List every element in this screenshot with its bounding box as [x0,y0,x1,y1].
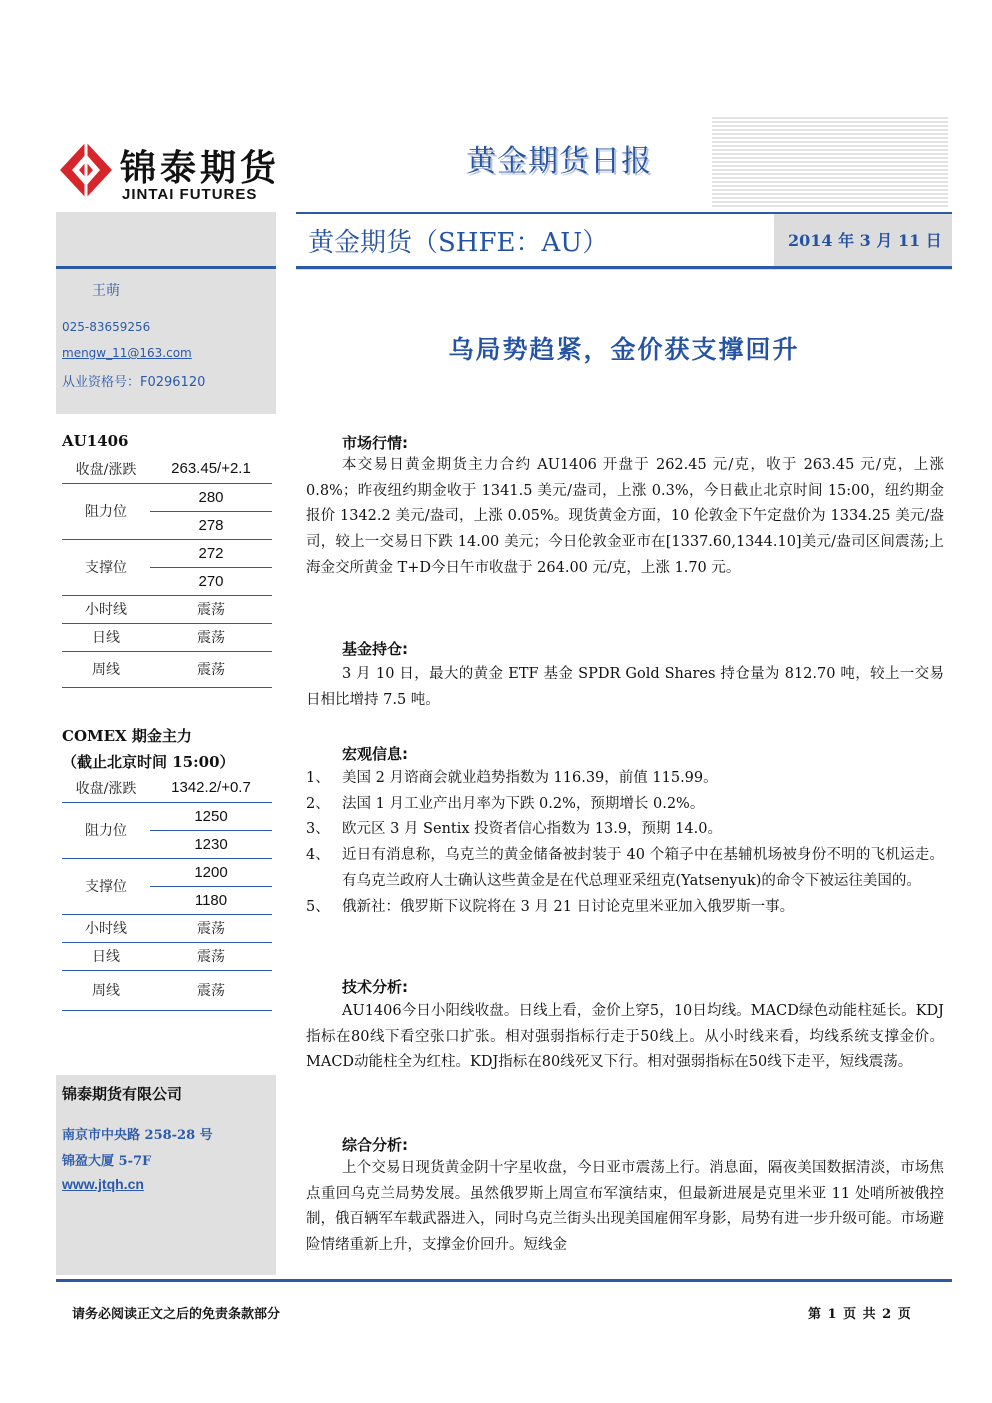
contract-ribbon-rule [296,266,952,269]
logo-english-name: JINTAI FUTURES [122,186,258,203]
macro-item [306,766,944,792]
comex-close-label: 收盘/涨跌 [62,774,150,802]
macro-item-text: 近日有消息称，乌克兰的黄金储备被封装于 40 个箱子中在基辅机场被身份不明的飞机运走。有乌克兰政府人士确认这些黄金是在代总理亚采纽克(Yatsenyuk)的命令下被运往美国的。 [342,847,944,889]
jintai-logo-icon [58,140,114,200]
fund-section-title: 基金持仓: [342,640,408,658]
macro-item-text: 欧元区 3 月 Sentix 投资者信心指数为 13.9，预期 14.0。 [342,821,722,838]
macro-section-title: 宏观信息: [342,745,408,763]
au-close-value: 263.45/+2.1 [150,455,272,483]
comex-weekly-value: 震荡 [150,970,272,1010]
company-panel [56,1075,276,1275]
company-address-line1: 南京市中央路 258-28 号 [62,1128,213,1143]
au-weekly-value: 震荡 [150,651,272,687]
comex-close-value: 1342.2/+0.7 [150,774,272,802]
macro-item [306,895,944,921]
company-name: 锦泰期货有限公司 [62,1085,183,1103]
macro-item [306,792,944,818]
comex-resistance-2: 1230 [150,830,272,858]
article-headline: 乌局势趋紧，金价获支撑回升 [448,335,800,364]
report-title: 黄金期货日报 [466,144,652,179]
analyst-license: 从业资格号：F0296120 [62,375,206,390]
comex-resistance-label: 阻力位 [62,802,150,858]
analyst-name: 王萌 [92,283,120,299]
market-section-text: 本交易日黄金期货主力合约 AU1406 开盘于 262.45 元/克，收于 263.45 元/克，上涨 0.8%；昨夜纽约期金收于 1341.5 美元/盎司，上涨 0.3%，今日截止北京时间 15:00，纽约期金报价 1342.2 美元/盎司，上涨 0.05%。现货黄金方面，10 伦敦金下午定盘价为 1334.25 美元/盎司，较上一交易日下跌 14.00 美元；今日伦敦金亚市在[1337.60,1344.10]美元/盎司区间震荡;上海金交所黄金 T+D今日午市收盘于 264.00 元/克，上涨 1.70 元。 [306,457,944,576]
comex-support-2: 1180 [150,886,272,914]
macro-item-number: 4、 [306,847,330,864]
header-decoration [712,115,948,207]
fund-section-text: 3 月 10 日，最大的黄金 ETF 基金 SPDR Gold Shares 持仓量为 812.70 吨，较上一交易日相比增持 7.5 吨。 [306,666,944,708]
logo-chinese-name: 锦泰期货 [120,148,281,189]
au-support-1: 272 [150,539,272,567]
au-weekly-label: 周线 [62,651,150,687]
macro-item-number: 2、 [306,795,330,812]
technical-section-text: AU1406今日小阳线收盘。日线上看，金价上穿5，10日均线。MACD绿色动能柱延长。KDJ指标在80线下看空张口扩张。相对强弱指标行走于50线上。从小时线来看，均线系统支撑金价。MACD动能柱全为红柱。KDJ指标在80线死叉下行。相对强弱指标在50线下走平，短线震荡。 [306,1003,944,1071]
footer-page-number: 第 1 页 共 2 页 [808,1307,912,1322]
au-support-2: 270 [150,567,272,595]
au-support-label: 支撑位 [62,539,150,595]
au-resistance-label: 阻力位 [62,483,150,539]
comex-support-1: 1200 [150,858,272,886]
macro-item [306,817,944,843]
company-website-link[interactable]: www.jtqh.cn [62,1176,144,1192]
comex-support-label: 支撑位 [62,858,150,914]
analyst-panel [56,269,276,414]
comex-daily-label: 日线 [62,942,150,970]
summary-section-text: 上个交易日现货黄金阴十字星收盘，今日亚市震荡上行。消息面，隔夜美国数据清淡，市场焦点重回乌克兰局势发展。虽然俄罗斯上周宣布军演结束，但最新进展是克里米亚 11 处哨所被俄控制，俄百辆军车载武器进入，同时乌克兰街头出现美国雇佣军身影，局势有进一步升级可能。市场避险情绪重新上升，支撑金价回升。短线金 [306,1160,944,1254]
macro-item-number: 1、 [306,770,330,786]
macro-item-number: 3、 [306,821,330,838]
au-key-levels-table [62,455,272,688]
comex-resistance-1: 1250 [150,802,272,830]
au-resistance-1: 280 [150,483,272,511]
au-hourly-value: 震荡 [150,595,272,623]
comex-key-levels-table [62,774,272,1011]
comex-weekly-label: 周线 [62,970,150,1010]
comex-heading: COMEX 期金主力 [62,727,192,745]
macro-item-text: 美国 2 月谘商会就业趋势指数为 116.39，前值 115.99。 [342,770,718,786]
sidebar-top-panel [56,212,276,268]
macro-list [306,766,944,920]
comex-subheading: （截止北京时间 15:00） [62,753,235,771]
analyst-email-link[interactable]: mengw_11@163.com [62,346,192,360]
company-address-line2: 锦盈大厦 5-7F [62,1154,152,1169]
technical-section-title: 技术分析: [342,978,408,996]
contract-title: 黄金期货（SHFE：AU） [308,228,609,258]
report-date: 2014 年 3 月 11 日 [788,231,942,250]
macro-item-text: 俄新社：俄罗斯下议院将在 3 月 21 日讨论克里米亚加入俄罗斯一事。 [342,898,795,915]
au-close-label: 收盘/涨跌 [62,455,150,483]
au-heading: AU1406 [62,432,129,450]
au-daily-value: 震荡 [150,623,272,651]
footer-disclaimer: 请务必阅读正文之后的免责条款部分 [72,1307,281,1322]
au-hourly-label: 小时线 [62,595,150,623]
comex-daily-value: 震荡 [150,942,272,970]
macro-item-number: 5、 [306,898,330,915]
company-logo [58,140,114,200]
summary-section-title: 综合分析: [342,1136,408,1154]
comex-hourly-value: 震荡 [150,914,272,942]
market-section-title: 市场行情: [342,434,408,452]
comex-hourly-label: 小时线 [62,914,150,942]
analyst-phone: 025-83659256 [62,320,151,334]
au-resistance-2: 278 [150,511,272,539]
macro-item [306,843,944,894]
au-daily-label: 日线 [62,623,150,651]
macro-item-text: 法国 1 月工业产出月率为下跌 0.2%，预期增长 0.2%。 [342,795,705,812]
footer-rule [56,1279,952,1282]
